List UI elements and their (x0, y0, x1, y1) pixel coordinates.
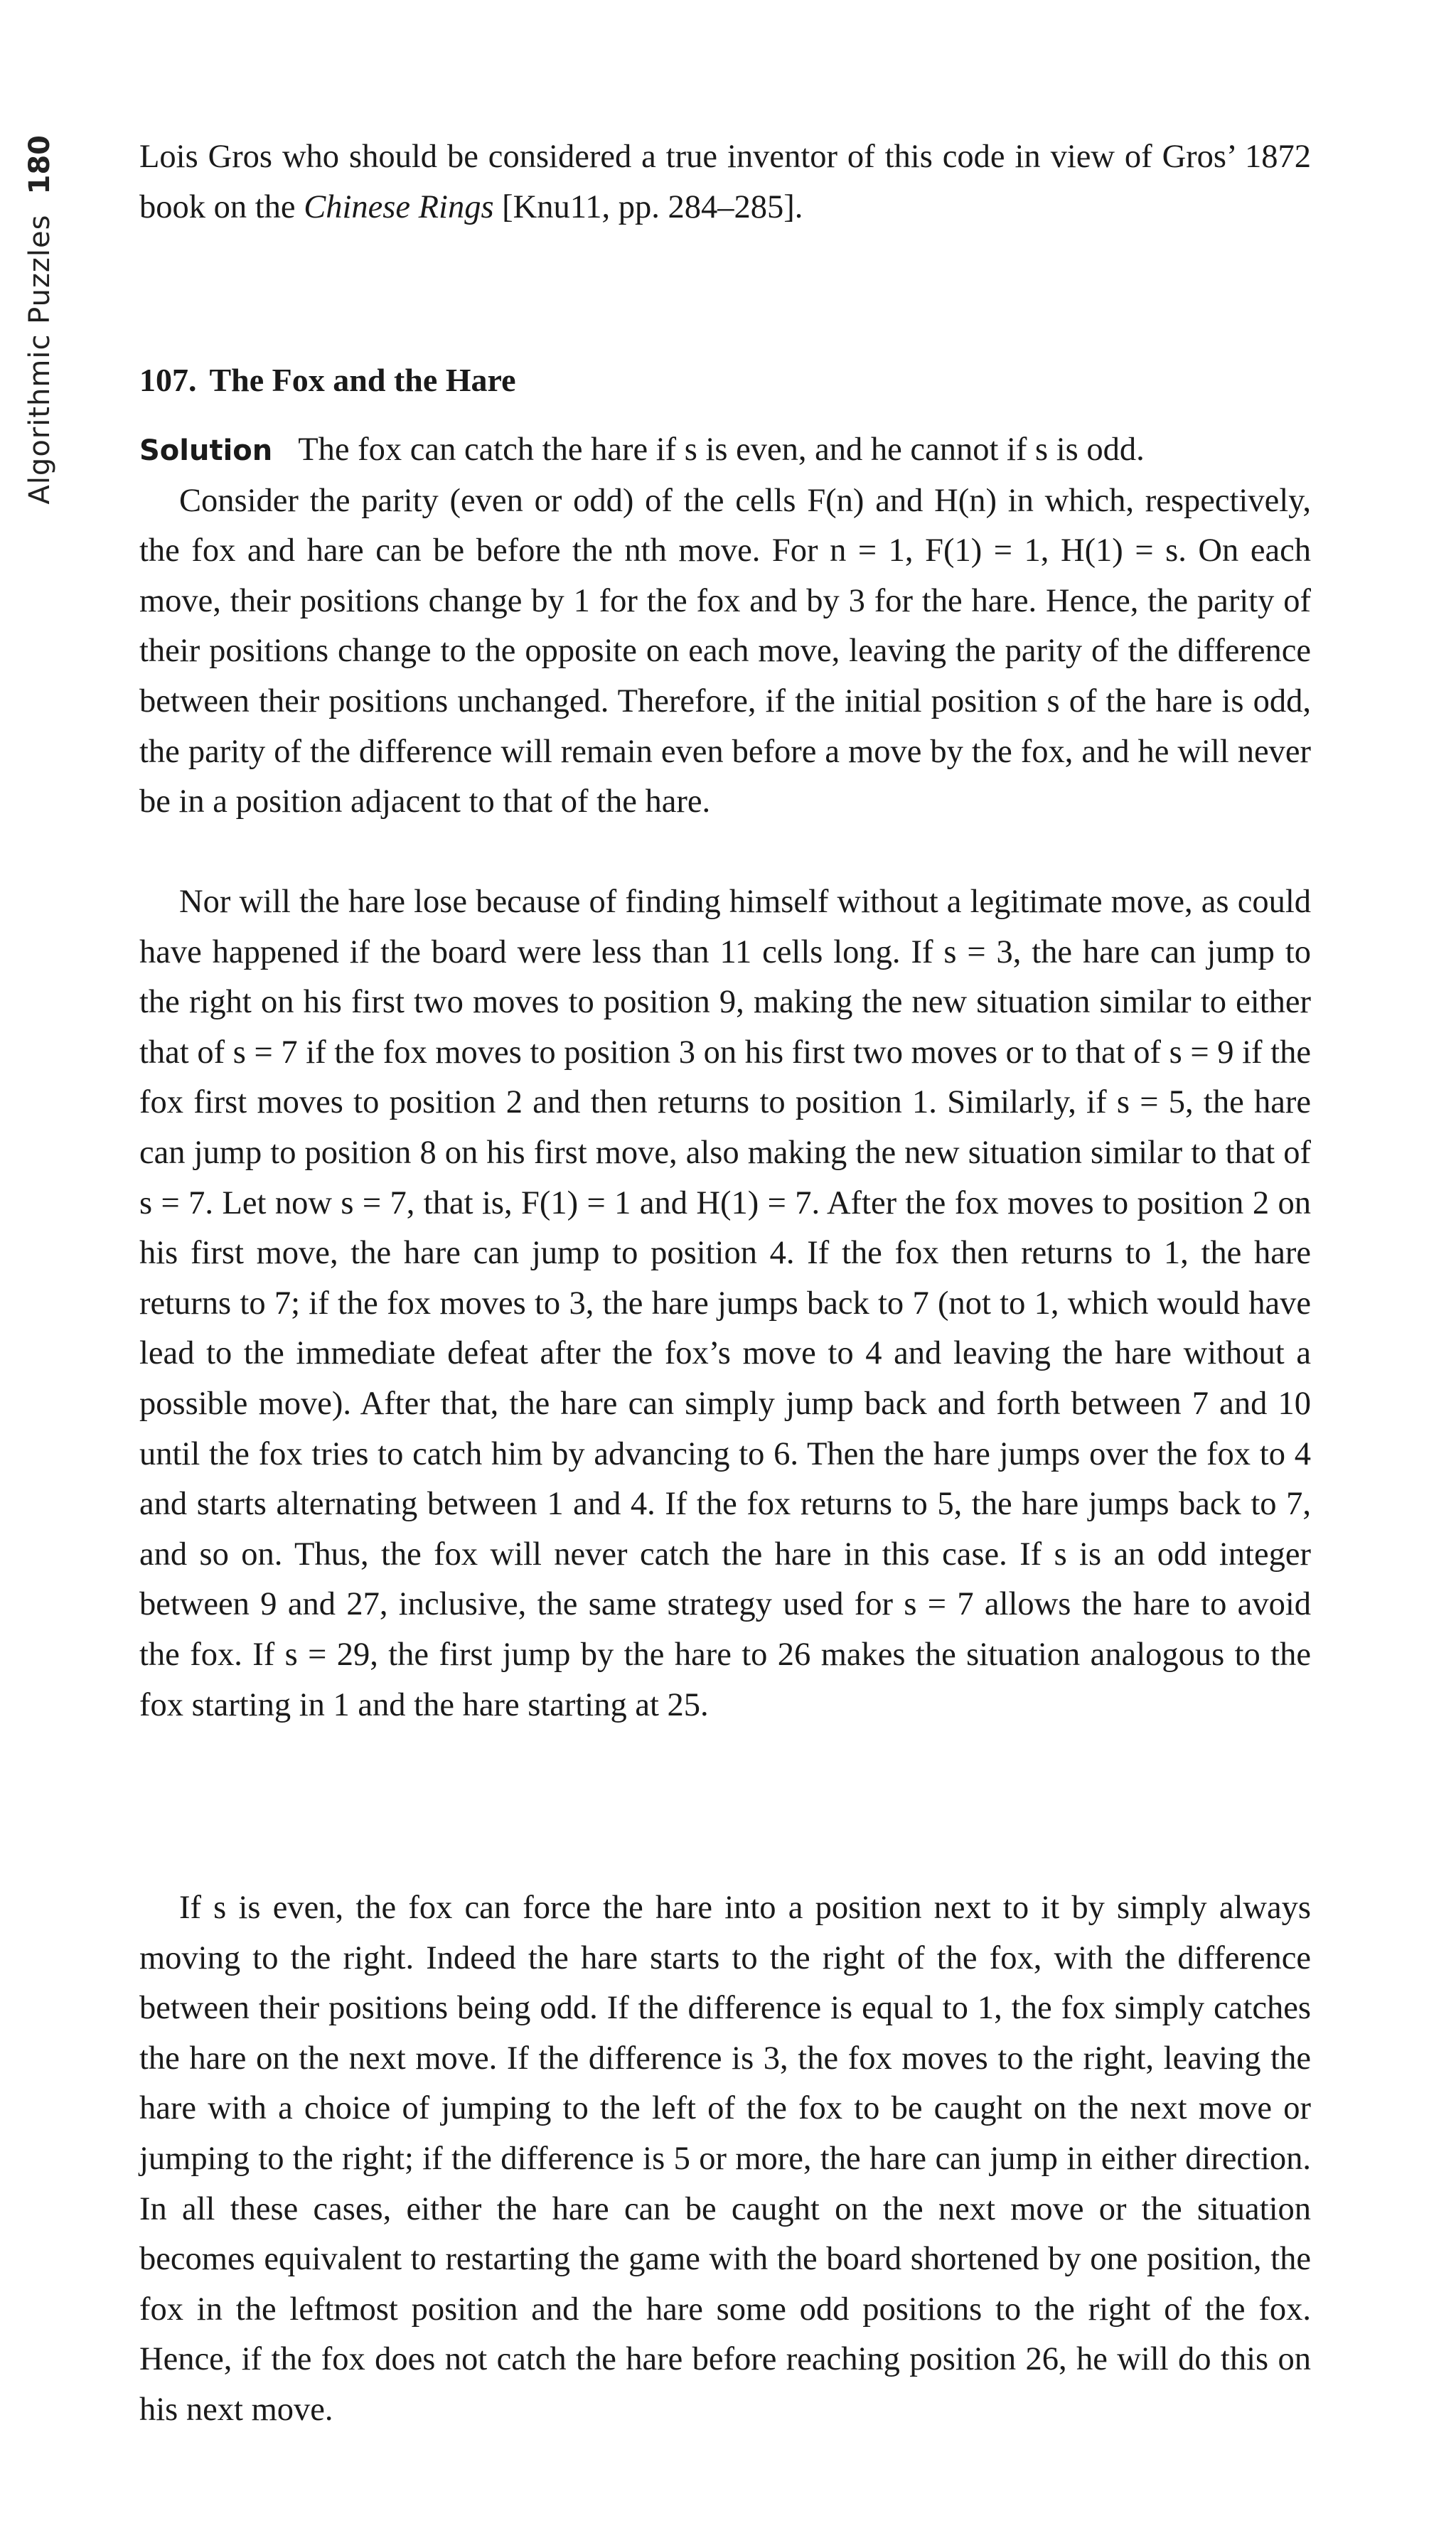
solution-paragraph-2: Consider the parity (even or odd) of the cells F(n) and H(n) in which, respectively, the fox and hare can be before the nth move. For n = 1, F(1) = 1, H(1) = s. On each move, their positions change by 1 for the fox and by 3 for the hare. Hence, the parity of their positions change to the opposite on each move, leaving the parity of the difference between their positions unchanged. Therefore, if the initial position s of the hare is odd, the parity of the difference will remain even before a move by the fox, and he will never be in a position adjacent to that of the hare. (139, 482, 1311, 820)
intro-book-title: Chinese Rings (304, 188, 494, 225)
section-title: The Fox and the Hare (209, 362, 516, 398)
intro-paragraph (139, 132, 1311, 232)
intro-text-before: Lois Gros who should be considered a true inventor of this code in view of Gros’ 1872 book on the (139, 139, 1311, 225)
solution-paragraph-3-block (139, 877, 1311, 1730)
page-number: 180 (23, 135, 56, 195)
solution-first-line (139, 425, 1311, 476)
solution-block (139, 425, 1311, 828)
intro-text-after: [Knu11, pp. 284–285]. (493, 188, 803, 225)
solution-statement: The fox can catch the hare if s is even, and he cannot if s is odd. (298, 432, 1145, 468)
running-head (20, 135, 60, 533)
solution-label: Solution (139, 434, 273, 467)
solution-paragraph-4-block (139, 1883, 1311, 2436)
solution-paragraph-4: If s is even, the fox can force the hare into a position next to it by simply always moving to the right. Indeed the hare starts to the right of the fox, with the difference between their positions being odd. If the difference is equal to 1, the fox simply catches the hare on the next move. If the difference is 3, the fox moves to the right, leaving the hare with a choice of jumping to the left of the fox to be caught on the next move or jumping to the right; if the difference is 5 or more, the hare can jump in either direction. In all these cases, either the hare can be caught on the next move or the situation becomes equivalent to restarting the game with the board shortened by one position, the fox in the leftmost position and the hare some odd positions to the right of the fox. Hence, if the fox does not catch the hare before reaching position 26, he will do this on his next move. (139, 1890, 1311, 2428)
running-head-title: Algorithmic Puzzles (23, 214, 56, 505)
solution-paragraph-3: Nor will the hare lose because of finding himself without a legitimate move, as could have happened if the board were less than 11 cells long. If s = 3, the hare can jump to the right on his first two moves to position 9, making the new situation similar to either that of s = 7 if the fox moves to position 3 on his first two moves or to that of s = 9 if the fox first moves to position 2 and then returns to position 1. Similarly, if s = 5, the hare can jump to position 8 on his first move, also making the new situation similar to that of s = 7. Let now s = 7, that is, F(1) = 1 and H(1) = 7. After the fox moves to position 2 on his first move, the hare can jump to position 4. If the fox then returns to 1, the hare returns to 7; if the fox moves to 3, the hare jumps back to 7 (not to 1, which would have lead to the immediate defeat after the fox’s move to 4 and leaving the hare without a possible move). After that, the hare can simply jump back and forth between 7 and 10 until the fox tries to catch him by advancing to 6. Then the hare jumps over the fox to 4 and starts alternating between 1 and 4. If the fox returns to 5, the hare jumps back to 7, and so on. Thus, the fox will never catch the hare in this case. If s is an odd integer between 9 and 27, inclusive, the same strategy used for s = 7 allows the hare to avoid the fox. If s = 29, the first jump by the hare to 26 makes the situation analogous to the fox starting in 1 and the hare starting at 25. (139, 884, 1311, 1723)
section-heading (139, 355, 516, 405)
section-number: 107. (139, 362, 197, 398)
